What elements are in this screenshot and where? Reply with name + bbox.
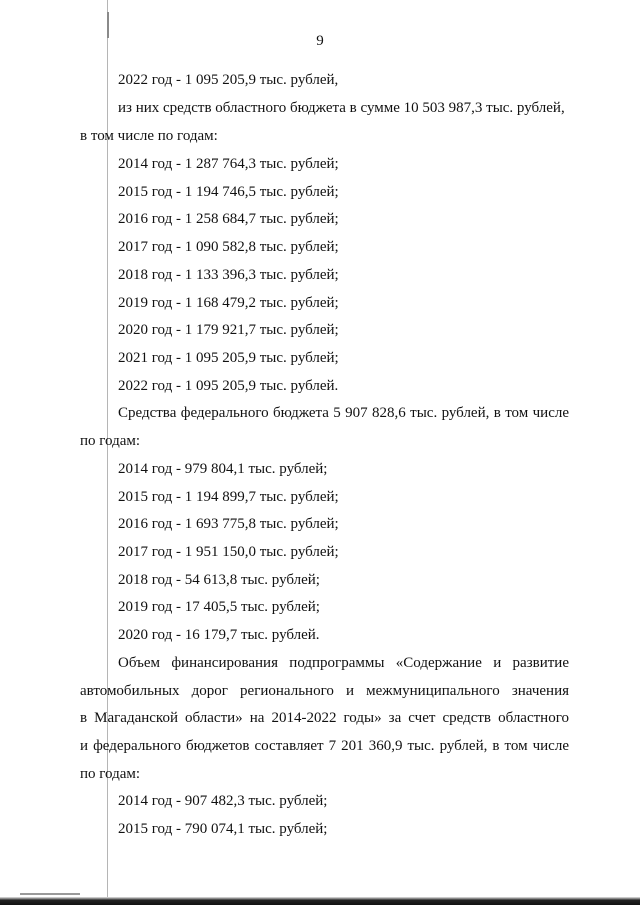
text-line: 2016 год - 1 258 684,7 тыс. рублей; [118,211,339,227]
text-line: 2021 год - 1 095 205,9 тыс. рублей; [118,350,339,366]
text-line: 2019 год - 17 405,5 тыс. рублей; [118,599,320,615]
scan-edge-mark [20,893,80,895]
text-line: 2014 год - 979 804,1 тыс. рублей; [118,461,328,477]
text-line: из них средств областного бюджета в сумме 10 503 987,3 тыс. рублей, [118,100,565,116]
text-line: Средства федерального бюджета 5 907 828,6 тыс. рублей, в том числе [118,405,569,421]
page-number: 9 [316,33,324,49]
text-line: в том числе по годам: [80,128,218,144]
text-line: 2018 год - 1 133 396,3 тыс. рублей; [118,267,339,283]
text-line: 2017 год - 1 090 582,8 тыс. рублей; [118,239,339,255]
text-line: 2018 год - 54 613,8 тыс. рублей; [118,572,320,588]
text-line: 2015 год - 1 194 746,5 тыс. рублей; [118,184,339,200]
text-line: в Магаданской области» на 2014-2022 годы» за счет средств областного [80,710,569,726]
text-line: автомобильных дорог регионального и межмуниципального значения [80,683,569,699]
text-line: 2020 год - 16 179,7 тыс. рублей. [118,627,320,643]
text-line: 2019 год - 1 168 479,2 тыс. рублей; [118,295,339,311]
text-line: и федерального бюджетов составляет 7 201 360,9 тыс. рублей, в том числе [80,738,569,754]
text-line: 2022 год - 1 095 205,9 тыс. рублей, [118,72,339,88]
text-line: по годам: [80,766,141,782]
text-line: 2014 год - 1 287 764,3 тыс. рублей; [118,156,339,172]
text-line: по годам: [80,433,141,449]
text-line: 2015 год - 1 194 899,7 тыс. рублей; [118,489,339,505]
text-line: 2022 год - 1 095 205,9 тыс. рублей. [118,378,339,394]
scan-bottom-edge [0,897,640,905]
text-line: Объем финансирования подпрограммы «Содержание и развитие [118,655,569,671]
text-line: 2015 год - 790 074,1 тыс. рублей; [118,821,328,837]
text-line: 2016 год - 1 693 775,8 тыс. рублей; [118,516,339,532]
text-line: 2014 год - 907 482,3 тыс. рублей; [118,793,328,809]
text-line: 2017 год - 1 951 150,0 тыс. рублей; [118,544,339,560]
text-line: 2020 год - 1 179 921,7 тыс. рублей; [118,322,339,338]
